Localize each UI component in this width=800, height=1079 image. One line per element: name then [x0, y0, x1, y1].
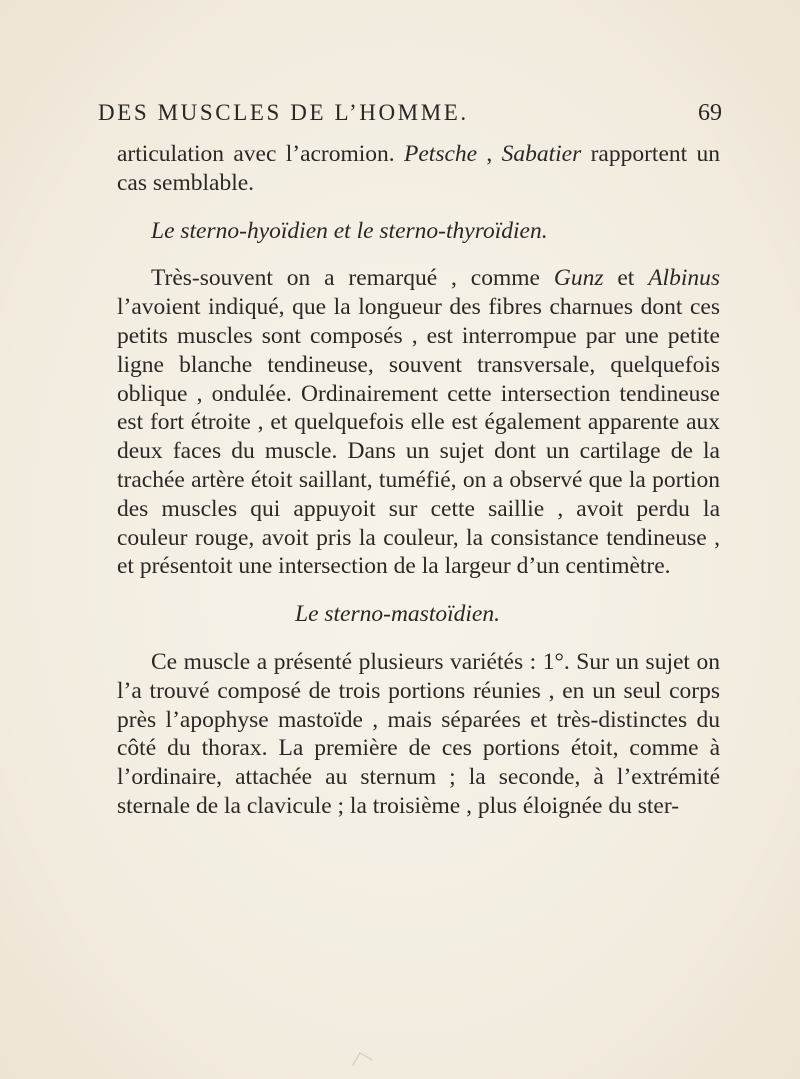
- page-text: [117, 140, 720, 821]
- intro-text-2: rapportent un cas semblable.: [117, 141, 720, 196]
- s1-text-3: l’avoient indiqué, que la longueur des fibres charnues dont ces petits muscles sont composés , est interrompue par une petite ligne blanche tendineuse, souvent transversale, quelquefois oblique , ondulée. Ordinairement cette intersection tendineuse est fort étroite , et quelquefois elle est également apparente aux deux faces du muscle. Dans un sujet dont un cartilage de la trachée artère étoit saillant, tuméfié, on a observé que la portion des muscles qui appuyoit sur cette saillie , avoit perdu la couleur rouge, avoit pris la couleur, la consistance tendineuse , et présentoit une intersection de la largeur d’un centimètre.: [117, 294, 720, 580]
- section-2-paragraph: Ce muscle a présenté plusieurs variétés : 1°. Sur un sujet on l’a trouvé composé de trois portions réunies , en un seul corps près l’apophyse mastoïde , mais séparées et très-distinctes du côté du thorax. La première de ces portions étoit, comme à l’ordinaire, attachée au sternum ; la seconde, à l’extrémité sternale de la clavicule ; la troisième , plus éloignée du ster-: [117, 648, 720, 819]
- section-title-sterno-hyoidien: Le sterno-hyoïdien et le sterno-thyroïdien.: [151, 217, 548, 244]
- section-1-paragraph: [117, 264, 720, 581]
- s1-text-2: et: [603, 265, 649, 292]
- section-title-sterno-mastoidien: Le sterno-mastoïdien.: [295, 601, 500, 628]
- intro-sep: ,: [477, 141, 502, 167]
- intro-text-1: articulation avec l’acromion.: [117, 141, 405, 167]
- author-sabatier: Sabatier: [501, 141, 582, 167]
- ink-mark: [352, 1052, 372, 1072]
- author-gunz: Gunz: [553, 265, 604, 292]
- author-petsche: Petsche: [404, 141, 478, 167]
- intro-paragraph: [117, 140, 720, 198]
- running-title: DES MUSCLES DE L’HOMME.: [98, 100, 469, 125]
- page-header: [98, 100, 722, 136]
- s1-text-1: Très-souvent on a remarqué , comme: [151, 265, 554, 292]
- page-number: 69: [698, 100, 722, 126]
- author-albinus: Albinus: [648, 265, 720, 292]
